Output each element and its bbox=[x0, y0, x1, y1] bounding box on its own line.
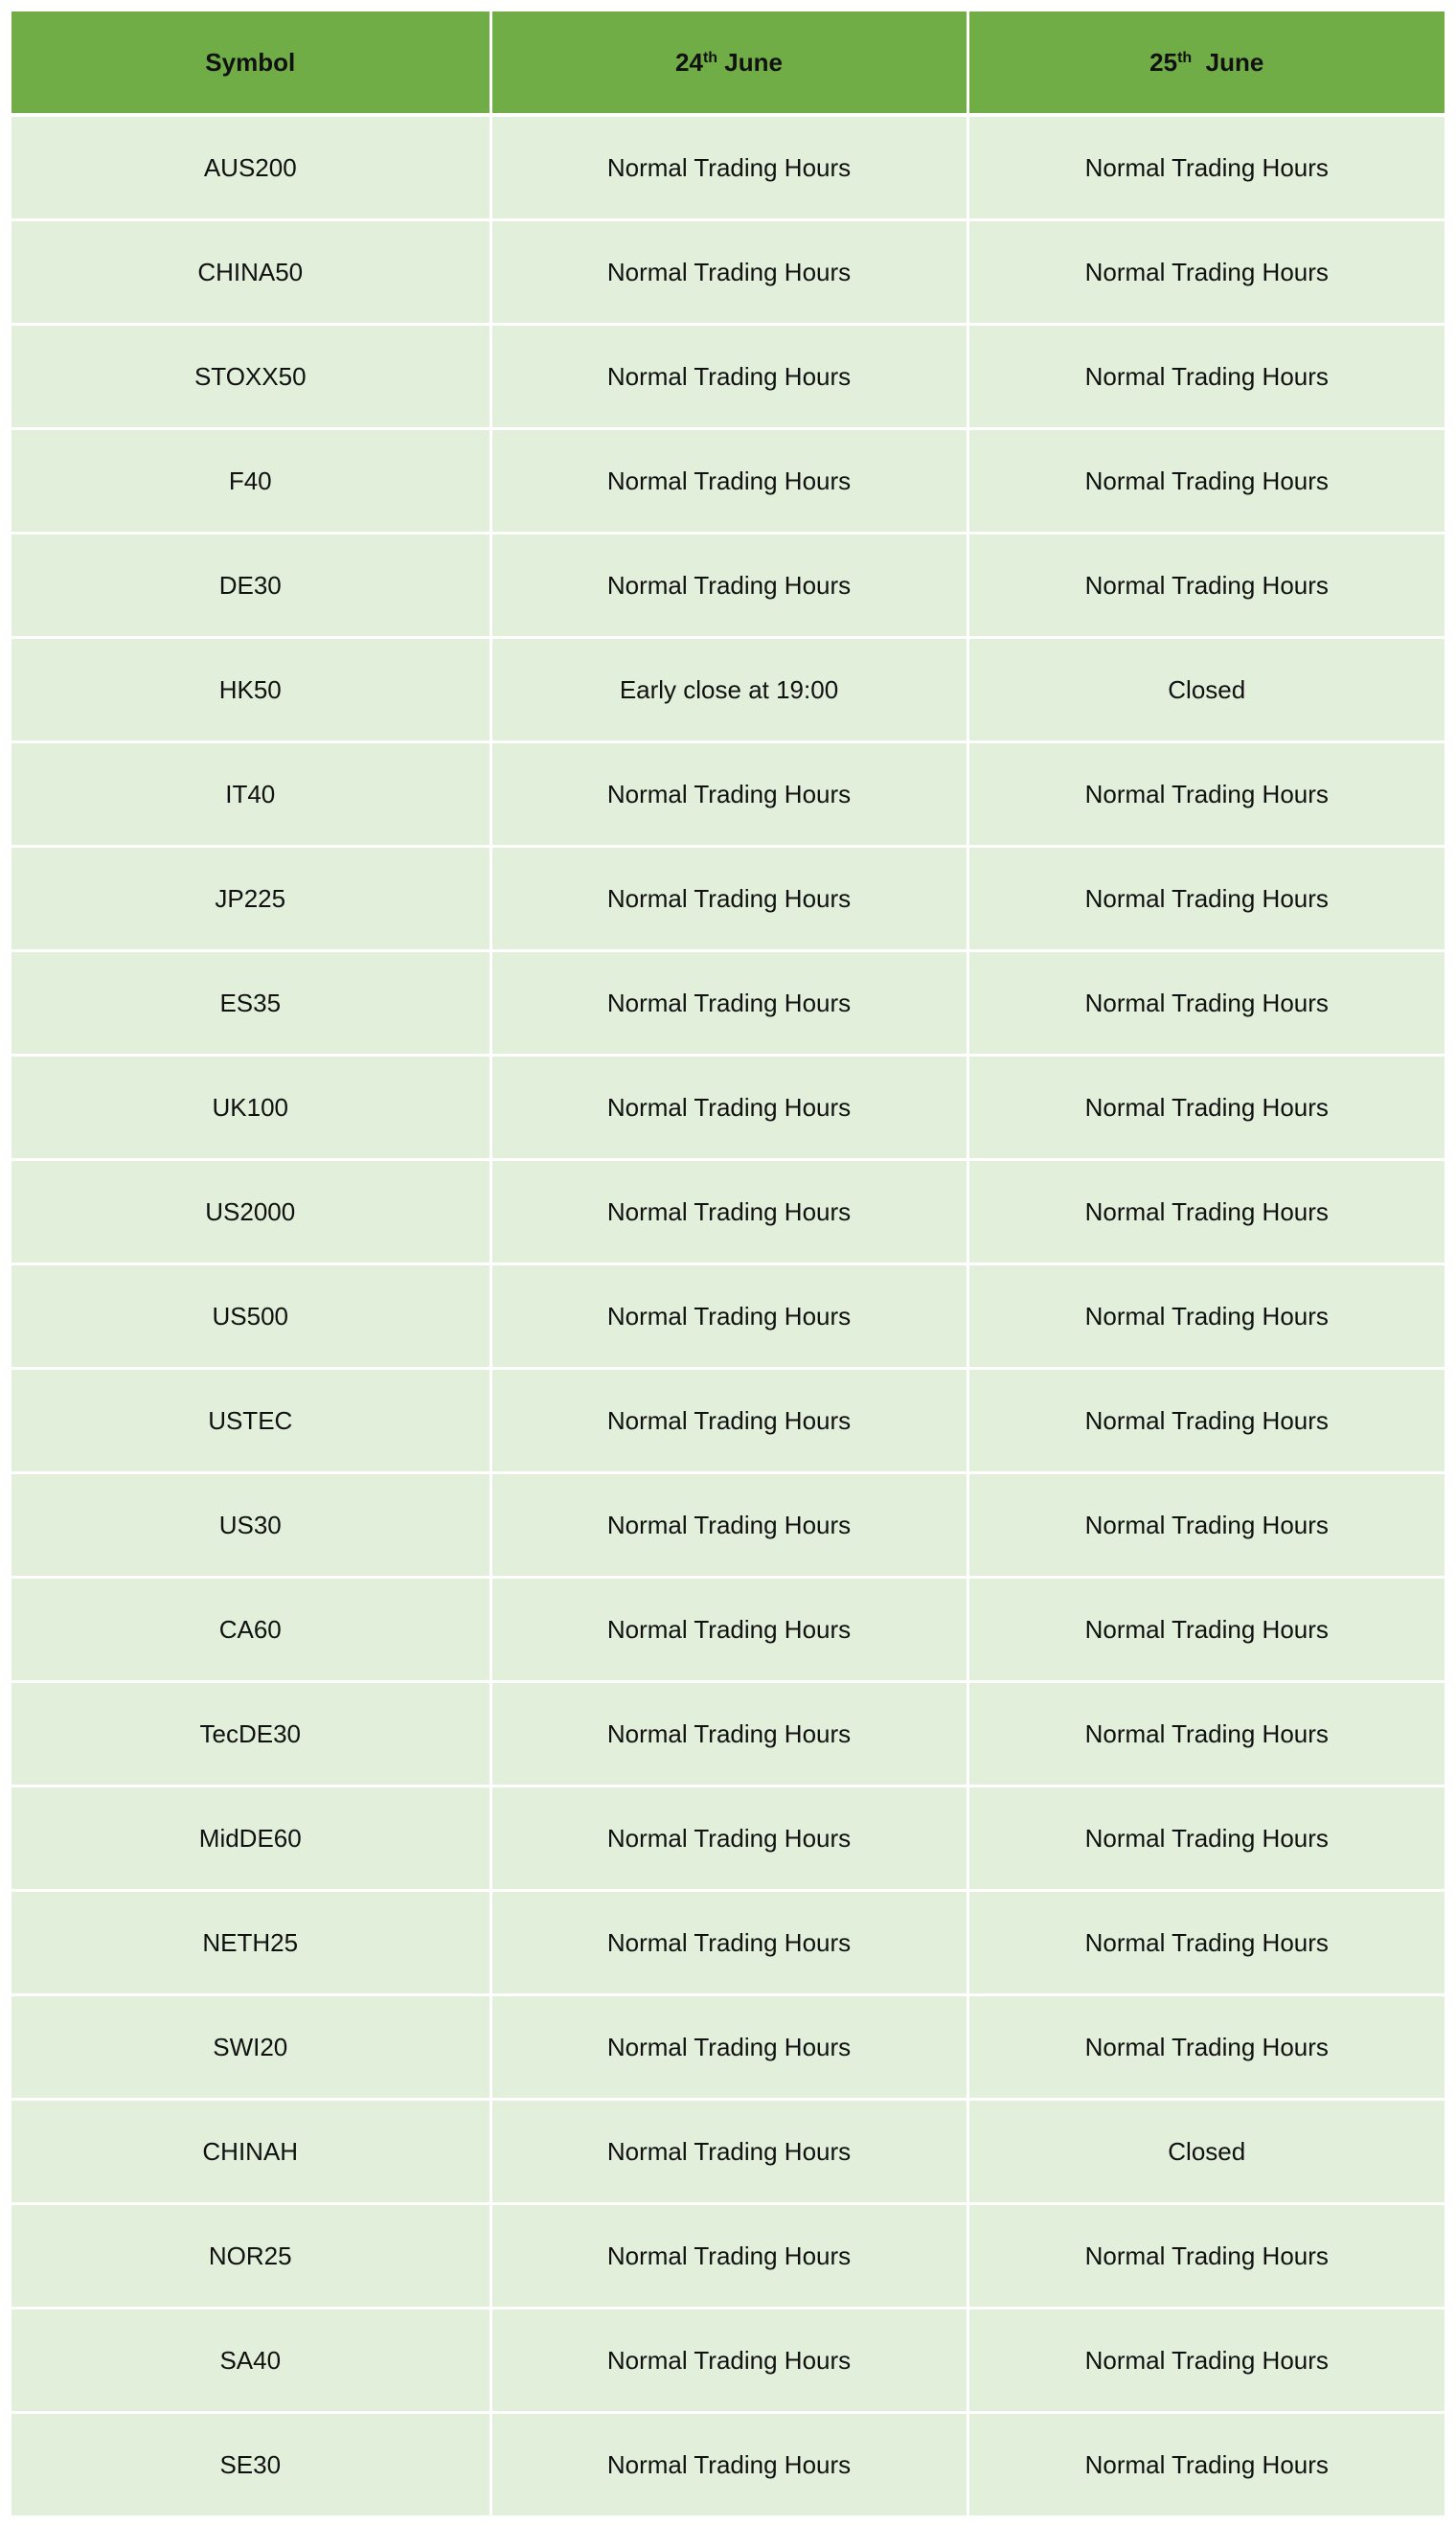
symbol-cell: STOXX50 bbox=[11, 325, 490, 429]
symbol-cell: USTEC bbox=[11, 1369, 490, 1473]
day2-status-cell: Closed bbox=[967, 2100, 1445, 2204]
header-day2 bbox=[967, 11, 1445, 115]
day2-status-cell: Normal Trading Hours bbox=[967, 2309, 1445, 2413]
symbol-cell: MidDE60 bbox=[11, 1786, 490, 1891]
symbol-cell: AUS200 bbox=[11, 115, 490, 220]
symbol-cell: IT40 bbox=[11, 742, 490, 847]
table-row bbox=[11, 429, 1445, 534]
day2-status-cell: Normal Trading Hours bbox=[967, 1891, 1445, 1995]
table-header bbox=[11, 11, 1445, 115]
table-row bbox=[11, 1995, 1445, 2100]
header-day2-number: 25 bbox=[1149, 47, 1178, 77]
trading-hours-table-container bbox=[11, 11, 1445, 2515]
header-day1-suffix: th bbox=[702, 49, 718, 66]
day2-status-cell: Normal Trading Hours bbox=[967, 1578, 1445, 1682]
table-row bbox=[11, 220, 1445, 325]
day2-status-cell: Normal Trading Hours bbox=[967, 534, 1445, 638]
symbol-cell: UK100 bbox=[11, 1056, 490, 1160]
day1-status-cell: Normal Trading Hours bbox=[490, 2204, 967, 2309]
symbol-cell: US500 bbox=[11, 1264, 490, 1369]
table-row bbox=[11, 847, 1445, 951]
table-row bbox=[11, 742, 1445, 847]
day1-status-cell: Normal Trading Hours bbox=[490, 1682, 967, 1786]
day2-status-cell: Normal Trading Hours bbox=[967, 1369, 1445, 1473]
table-row bbox=[11, 2309, 1445, 2413]
table-row bbox=[11, 1786, 1445, 1891]
header-row bbox=[11, 11, 1445, 115]
trading-hours-table bbox=[11, 11, 1445, 2515]
symbol-cell: ES35 bbox=[11, 951, 490, 1056]
header-symbol-label: Symbol bbox=[205, 47, 296, 77]
symbol-cell: CA60 bbox=[11, 1578, 490, 1682]
day1-status-cell: Early close at 19:00 bbox=[490, 638, 967, 742]
table-row bbox=[11, 2204, 1445, 2309]
table-row bbox=[11, 1682, 1445, 1786]
day1-status-cell: Normal Trading Hours bbox=[490, 951, 967, 1056]
table-row bbox=[11, 2100, 1445, 2204]
table-row bbox=[11, 1264, 1445, 1369]
table-row bbox=[11, 951, 1445, 1056]
day1-status-cell: Normal Trading Hours bbox=[490, 1578, 967, 1682]
table-row bbox=[11, 1578, 1445, 1682]
day2-status-cell: Normal Trading Hours bbox=[967, 1473, 1445, 1578]
table-row bbox=[11, 115, 1445, 220]
table-row bbox=[11, 1160, 1445, 1264]
header-day1-month: June bbox=[717, 47, 783, 77]
table-body bbox=[11, 115, 1445, 2515]
table-row bbox=[11, 2413, 1445, 2516]
day1-status-cell: Normal Trading Hours bbox=[490, 1995, 967, 2100]
symbol-cell: JP225 bbox=[11, 847, 490, 951]
day1-status-cell: Normal Trading Hours bbox=[490, 2309, 967, 2413]
day1-status-cell: Normal Trading Hours bbox=[490, 220, 967, 325]
day2-status-cell: Normal Trading Hours bbox=[967, 1995, 1445, 2100]
symbol-cell: NETH25 bbox=[11, 1891, 490, 1995]
day2-status-cell: Normal Trading Hours bbox=[967, 742, 1445, 847]
table-row bbox=[11, 1473, 1445, 1578]
day1-status-cell: Normal Trading Hours bbox=[490, 534, 967, 638]
day1-status-cell: Normal Trading Hours bbox=[490, 1264, 967, 1369]
header-day1-number: 24 bbox=[675, 47, 703, 77]
symbol-cell: NOR25 bbox=[11, 2204, 490, 2309]
day1-status-cell: Normal Trading Hours bbox=[490, 1786, 967, 1891]
header-day2-month: June bbox=[1192, 47, 1264, 77]
day2-status-cell: Normal Trading Hours bbox=[967, 1264, 1445, 1369]
header-day2-suffix: th bbox=[1177, 49, 1193, 66]
symbol-cell: US2000 bbox=[11, 1160, 490, 1264]
day2-status-cell: Normal Trading Hours bbox=[967, 2413, 1445, 2516]
symbol-cell: SWI20 bbox=[11, 1995, 490, 2100]
day2-status-cell: Normal Trading Hours bbox=[967, 847, 1445, 951]
day2-status-cell: Normal Trading Hours bbox=[967, 2204, 1445, 2309]
day2-status-cell: Normal Trading Hours bbox=[967, 429, 1445, 534]
day2-status-cell: Normal Trading Hours bbox=[967, 1160, 1445, 1264]
day2-status-cell: Normal Trading Hours bbox=[967, 1786, 1445, 1891]
day1-status-cell: Normal Trading Hours bbox=[490, 1160, 967, 1264]
day1-status-cell: Normal Trading Hours bbox=[490, 1369, 967, 1473]
day1-status-cell: Normal Trading Hours bbox=[490, 325, 967, 429]
symbol-cell: CHINAH bbox=[11, 2100, 490, 2204]
day2-status-cell: Normal Trading Hours bbox=[967, 325, 1445, 429]
symbol-cell: US30 bbox=[11, 1473, 490, 1578]
day1-status-cell: Normal Trading Hours bbox=[490, 429, 967, 534]
symbol-cell: DE30 bbox=[11, 534, 490, 638]
day1-status-cell: Normal Trading Hours bbox=[490, 1891, 967, 1995]
day1-status-cell: Normal Trading Hours bbox=[490, 2413, 967, 2516]
table-row bbox=[11, 325, 1445, 429]
day1-status-cell: Normal Trading Hours bbox=[490, 1056, 967, 1160]
symbol-cell: SA40 bbox=[11, 2309, 490, 2413]
symbol-cell: CHINA50 bbox=[11, 220, 490, 325]
symbol-cell: F40 bbox=[11, 429, 490, 534]
symbol-cell: SE30 bbox=[11, 2413, 490, 2516]
day2-status-cell: Normal Trading Hours bbox=[967, 220, 1445, 325]
day2-status-cell: Normal Trading Hours bbox=[967, 1682, 1445, 1786]
header-day1 bbox=[490, 11, 967, 115]
table-row bbox=[11, 1056, 1445, 1160]
table-row bbox=[11, 638, 1445, 742]
day2-status-cell: Closed bbox=[967, 638, 1445, 742]
table-row bbox=[11, 1891, 1445, 1995]
day1-status-cell: Normal Trading Hours bbox=[490, 2100, 967, 2204]
day1-status-cell: Normal Trading Hours bbox=[490, 742, 967, 847]
symbol-cell: HK50 bbox=[11, 638, 490, 742]
day1-status-cell: Normal Trading Hours bbox=[490, 1473, 967, 1578]
symbol-cell: TecDE30 bbox=[11, 1682, 490, 1786]
day1-status-cell: Normal Trading Hours bbox=[490, 115, 967, 220]
day2-status-cell: Normal Trading Hours bbox=[967, 115, 1445, 220]
day1-status-cell: Normal Trading Hours bbox=[490, 847, 967, 951]
header-symbol bbox=[11, 11, 490, 115]
day2-status-cell: Normal Trading Hours bbox=[967, 951, 1445, 1056]
table-row bbox=[11, 1369, 1445, 1473]
table-row bbox=[11, 534, 1445, 638]
day2-status-cell: Normal Trading Hours bbox=[967, 1056, 1445, 1160]
